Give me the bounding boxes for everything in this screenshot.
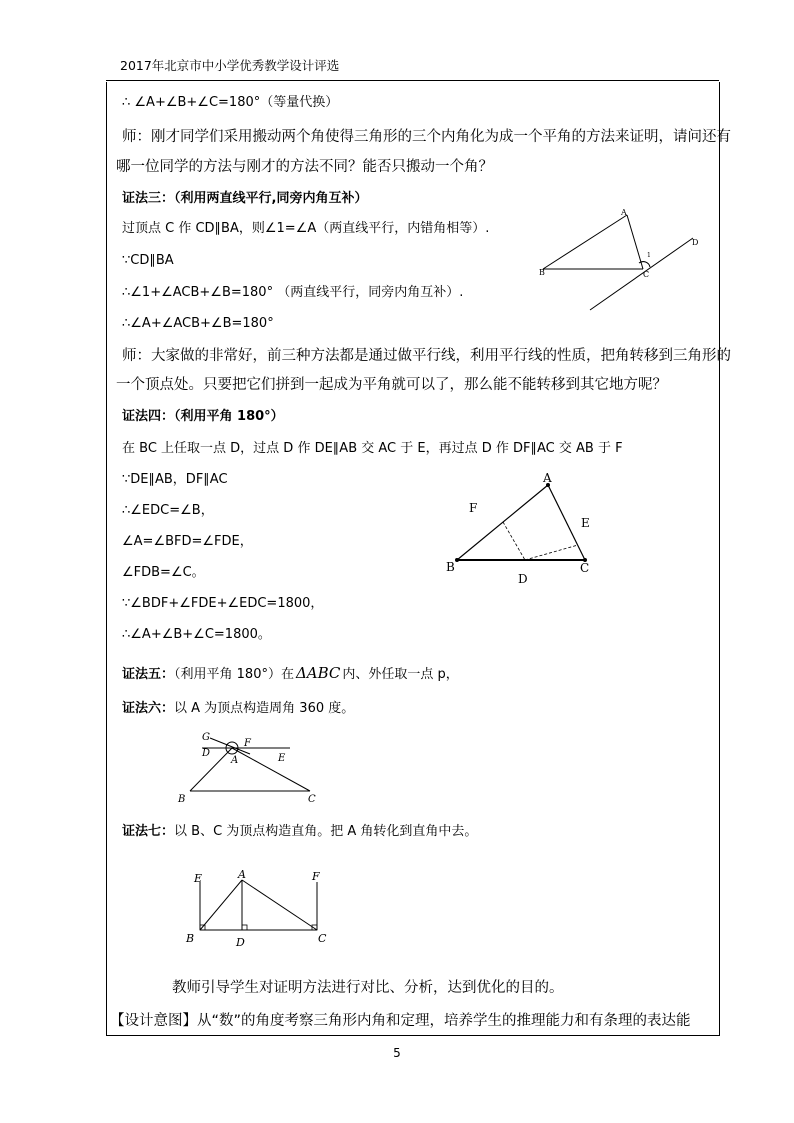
fig3-label-b: B xyxy=(178,794,186,805)
fig4-label-d: D xyxy=(236,936,245,949)
fig4-label-a: A xyxy=(238,868,246,881)
design-intent: 【设计意图】从“数”的角度考察三角形内角和定理，培养学生的推理能力和有条理的表达能 xyxy=(110,1013,691,1029)
fig2-label-f: F xyxy=(469,501,478,515)
proof3-title: 证法三：（利用两直线平行,同旁内角互补） xyxy=(122,191,368,206)
teacher-praise-1: 师：大家做的非常好，前三种方法都是通过做平行线，利用平行线的性质，把角转移到三角形的 xyxy=(122,348,731,364)
proof3-step4: ∴∠A+∠ACB+∠B=180° xyxy=(122,316,274,331)
proof3-step2: ∵CD∥BA xyxy=(122,253,174,268)
fig1-label-c: C xyxy=(643,270,650,279)
proof7-text: 以 B、C 为顶点构造直角。把 A 角转化到直角中去。 xyxy=(174,824,478,839)
fig3-label-a: A xyxy=(231,755,239,766)
proof4-title: 证法四：（利用平角 180°） xyxy=(122,409,284,424)
figure-proof3 xyxy=(535,205,710,315)
proof5-title: 证法五： xyxy=(122,667,175,682)
fig3-label-g: G xyxy=(202,732,210,743)
page-number: 5 xyxy=(393,1046,401,1060)
line-equal-substitution: ∴ ∠A+∠B+∠C=180°（等量代换） xyxy=(122,95,339,110)
proof6-title: 证法六： xyxy=(122,701,175,716)
page-header: 2017年北京市中小学优秀教学设计评选 xyxy=(120,58,340,73)
figure-proof4 xyxy=(440,470,605,590)
proof7-line xyxy=(122,824,477,840)
figure-proof6 xyxy=(172,726,332,808)
proof5-math: ΔABC xyxy=(295,664,341,682)
fig1-label-angle: 1 xyxy=(647,252,651,259)
fig4-label-f: F xyxy=(312,870,320,883)
fig3-label-e: E xyxy=(278,753,286,764)
fig2-label-d: D xyxy=(518,572,528,586)
teacher-question-2: 哪一位同学的方法与刚才的方法不同？能否只搬动一个角？ xyxy=(116,159,493,175)
teacher-guidance: 教师引导学生对证明方法进行对比、分析，达到优化的目的。 xyxy=(172,980,564,996)
header-rule xyxy=(106,80,719,81)
fig3-label-d: D xyxy=(202,748,211,759)
fig2-label-e: E xyxy=(581,516,590,530)
teacher-question-1: 师：刚才同学们采用搬动两个角使得三角形的三个内角化为成一个平角的方法来证明，请问还有 xyxy=(122,129,731,145)
fig4-label-e: E xyxy=(194,872,203,885)
proof5-line xyxy=(122,665,459,683)
proof4-step7: ∴∠A+∠B+∠C=1800。 xyxy=(122,627,271,642)
proof4-step1: 在 BC 上任取一点 D，过点 D 作 DE∥AB 交 AC 于 E，再过点 D 作 DF∥AC 交 AB 于 F xyxy=(122,441,623,456)
proof6-text: 以 A 为顶点构造周角 360 度。 xyxy=(174,701,355,716)
proof4-step6: ∵∠BDF+∠FDE+∠EDC=1800， xyxy=(122,596,324,611)
fig3-label-c: C xyxy=(308,794,316,805)
proof6-line xyxy=(122,701,354,717)
proof4-step5: ∠FDB=∠C。 xyxy=(122,565,205,580)
proof4-step2: ∵DE∥AB，DF∥AC xyxy=(122,472,228,487)
fig4-label-c: C xyxy=(318,932,327,945)
figure-proof7 xyxy=(180,862,340,952)
fig1-label-b: B xyxy=(539,268,545,277)
fig2-label-a: A xyxy=(543,471,552,485)
proof7-title: 证法七： xyxy=(122,824,175,839)
proof5-text-b: 内、外任取一点 p， xyxy=(342,667,459,682)
fig2-label-c: C xyxy=(580,561,590,575)
fig1-label-a: A xyxy=(621,208,627,217)
proof3-step3: ∴∠1+∠ACB+∠B=180° （两直线平行，同旁内角互补）. xyxy=(122,285,464,300)
proof4-step4: ∠A=∠BFD=∠FDE， xyxy=(122,534,253,549)
fig2-label-b: B xyxy=(446,560,455,574)
proof4-step3: ∴∠EDC=∠B， xyxy=(122,503,214,518)
teacher-praise-2: 一个顶点处。只要把它们拼到一起成为平角就可以了，那么能不能转移到其它地方呢？ xyxy=(116,377,667,393)
fig4-label-b: B xyxy=(186,932,195,945)
proof5-text-a: （利用平角 180°）在 xyxy=(174,667,294,682)
proof3-step1: 过顶点 C 作 CD∥BA，则∠1=∠A（两直线平行，内错角相等）. xyxy=(122,221,490,236)
fig3-label-f: F xyxy=(244,738,251,749)
fig1-label-d: D xyxy=(692,238,699,247)
